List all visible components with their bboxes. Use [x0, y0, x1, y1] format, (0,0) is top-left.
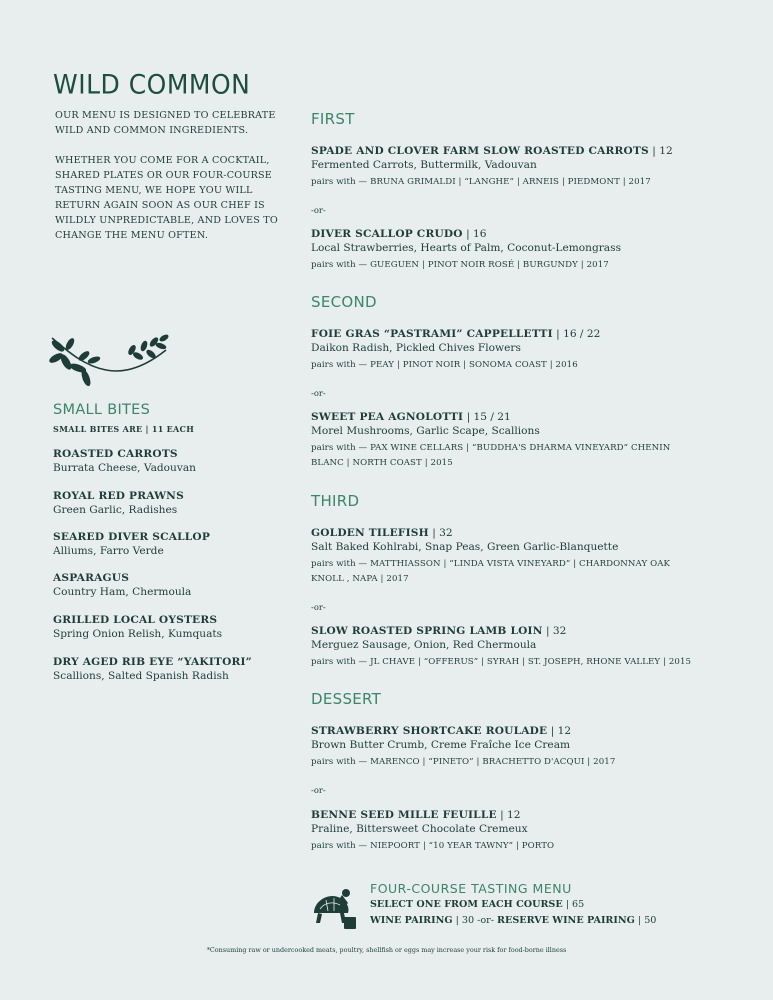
dish-name: ROASTED CARROTS [53, 448, 178, 460]
dish-description: Country Ham, Chermoula [53, 586, 192, 598]
dish-title-line [311, 527, 691, 539]
turtle-icon [306, 883, 362, 931]
wine-pairing: pairs with — NIEPOORT | “10 YEAR TAWNY” | PORTO [311, 841, 555, 851]
dish-title-line [311, 411, 671, 423]
dish-name: SPADE AND CLOVER FARM SLOW ROASTED CARROTS [311, 145, 649, 157]
or-divider: -or- [311, 785, 326, 795]
dish-description: Praline, Bittersweet Chocolate Cremeux [311, 823, 528, 835]
menu-dish [311, 809, 751, 854]
small-bite-item [53, 490, 184, 516]
dish-title-line [311, 145, 751, 157]
menu-dish [311, 625, 751, 670]
dish-name: BENNE SEED MILLE FEUILLE [311, 809, 497, 821]
dish-title-line [311, 228, 751, 240]
dish-name: ROYAL RED PRAWNS [53, 490, 184, 502]
menu-dish [311, 411, 671, 471]
menu-dish [311, 228, 751, 273]
dish-price: | 32 [542, 625, 567, 637]
intro-paragraph: OUR MENU IS DESIGNED TO CELEBRATE WILD AND COMMON INGREDIENTS. [55, 110, 276, 136]
tasting-select-label: SELECT ONE FROM EACH COURSE [370, 899, 563, 910]
wine-pairing: pairs with — MARENCO | “PINETO” | BRACHETTO D'ACQUI | 2017 [311, 757, 616, 767]
dish-name: SEARED DIVER SCALLOP [53, 531, 211, 543]
small-bites-price-note: SMALL BITES ARE | 11 EACH [53, 424, 195, 434]
wine-pairing-label: WINE PAIRING [370, 915, 453, 926]
wine-pairing: pairs with — PAX WINE CELLARS | “BUDDHA'S DHARMA VINEYARD” CHENIN BLANC | NORTH COAST | 2015 [311, 443, 671, 468]
dish-description: Alliums, Farro Verde [53, 545, 164, 557]
small-bite-item [53, 656, 252, 682]
course-heading-dessert: DESSERT [311, 690, 382, 708]
or-divider: -or- [311, 388, 326, 398]
dish-name: GRILLED LOCAL OYSTERS [53, 614, 218, 626]
small-bite-item [53, 614, 222, 640]
dish-price: | 16 [462, 228, 487, 240]
dish-title-line [311, 809, 751, 821]
food-safety-footnote: *Consuming raw or undercooked meats, poultry, shellfish or eggs may increase your risk for food-borne illness [206, 946, 567, 954]
menu-dish [311, 328, 751, 373]
wine-pairing: pairs with — MATTHIASSON | “LINDA VISTA VINEYARD” | CHARDONNAY OAK KNOLL , NAPA | 2017 [311, 559, 671, 584]
reserve-pairing-price: | 50 [634, 915, 657, 926]
dish-title-line [311, 725, 751, 737]
restaurant-title: WILD COMMON [53, 69, 251, 100]
menu-dish [311, 145, 751, 190]
dish-description: Morel Mushrooms, Garlic Scape, Scallions [311, 425, 540, 437]
menu-dish [311, 527, 691, 587]
tasting-menu-title: FOUR-COURSE TASTING MENU [370, 881, 572, 896]
tasting-wine-pairing [370, 915, 656, 926]
dish-title-line [311, 625, 751, 637]
leaf-sprig-icon [48, 332, 170, 388]
dish-price: | 12 [496, 809, 521, 821]
reserve-pairing-label: RESERVE WINE PAIRING [497, 915, 635, 926]
small-bites-heading: SMALL BITES [53, 402, 151, 418]
dish-price: | 12 [648, 145, 673, 157]
dish-name: SWEET PEA AGNOLOTTI [311, 411, 464, 423]
course-heading-first: FIRST [311, 110, 355, 128]
wine-pairing-price: | 30 -or- [452, 915, 498, 926]
wine-pairing: pairs with — GUEGUEN | PINOT NOIR ROSÉ | BURGUNDY | 2017 [311, 260, 609, 270]
dish-name: STRAWBERRY SHORTCAKE ROULADE [311, 725, 548, 737]
course-heading-third: THIRD [311, 492, 360, 510]
small-bite-item [53, 531, 210, 557]
dish-description: Green Garlic, Radishes [53, 504, 178, 516]
dish-name: ASPARAGUS [53, 572, 130, 584]
dish-price: | 32 [428, 527, 453, 539]
intro-text [55, 108, 285, 258]
dish-description: Burrata Cheese, Vadouvan [53, 462, 196, 474]
or-divider: -or- [311, 205, 326, 215]
wine-pairing: pairs with — PEAY | PINOT NOIR | SONOMA COAST | 2016 [311, 360, 578, 370]
menu-dish [311, 725, 751, 770]
dish-description: Scallions, Salted Spanish Radish [53, 670, 229, 682]
dish-description: Daikon Radish, Pickled Chives Flowers [311, 342, 521, 354]
dish-price: | 12 [547, 725, 572, 737]
dish-name: FOIE GRAS “PASTRAMI” CAPPELLETTI [311, 328, 553, 340]
wine-pairing: pairs with — BRUNA GRIMALDI | “LANGHE” | ARNEIS | PIEDMONT | 2017 [311, 177, 651, 187]
dish-description: Fermented Carrots, Buttermilk, Vadouvan [311, 159, 537, 171]
small-bite-item [53, 448, 196, 474]
small-bite-item [53, 572, 191, 598]
dish-description: Salt Baked Kohlrabi, Snap Peas, Green Garlic-Blanquette [311, 541, 619, 553]
dish-name: DRY AGED RIB EYE “YAKITORI” [53, 656, 252, 668]
dish-price: | 15 / 21 [463, 411, 511, 423]
dish-description: Merguez Sausage, Onion, Red Chermoula [311, 639, 537, 651]
dish-name: SLOW ROASTED SPRING LAMB LOIN [311, 625, 543, 637]
intro-paragraph: WHETHER YOU COME FOR A COCKTAIL, SHARED PLATES OR OUR FOUR-COURSE TASTING MENU, WE HOPE YOU WILL RETURN AGAIN SOON AS OUR CHEF IS WILDLY UNPREDICTABLE, AND LOVES TO CHANGE THE MENU OFTEN. [55, 155, 278, 241]
dish-name: DIVER SCALLOP CRUDO [311, 228, 463, 240]
dish-name: GOLDEN TILEFISH [311, 527, 429, 539]
dish-price: | 16 / 22 [552, 328, 601, 340]
wine-pairing: pairs with — JL CHAVE | “OFFERUS” | SYRAH | ST. JOSEPH, RHONE VALLEY | 2015 [311, 657, 692, 667]
tasting-price: | 65 [562, 899, 585, 910]
course-heading-second: SECOND [311, 293, 377, 311]
or-divider: -or- [311, 602, 326, 612]
tasting-course-price [370, 899, 584, 910]
dish-description: Local Strawberries, Hearts of Palm, Coconut-Lemongrass [311, 242, 622, 254]
dish-description: Brown Butter Crumb, Creme Fraîche Ice Cream [311, 739, 571, 751]
dish-title-line [311, 328, 751, 340]
dish-description: Spring Onion Relish, Kumquats [53, 628, 223, 640]
